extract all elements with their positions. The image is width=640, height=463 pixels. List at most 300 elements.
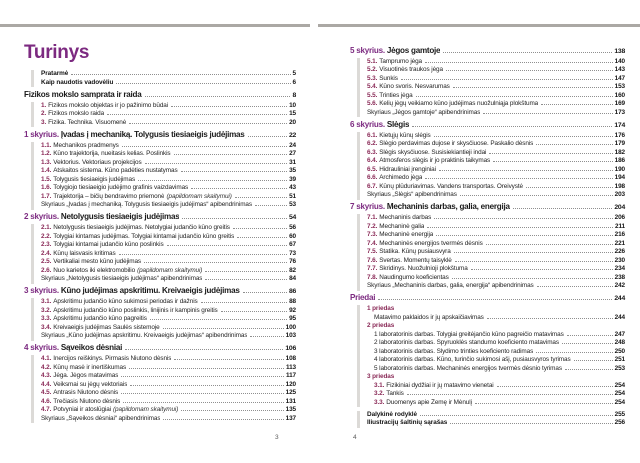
page-ref: 135 bbox=[285, 406, 296, 413]
entry-title: Mechaninė galia bbox=[379, 222, 425, 230]
dot-leader bbox=[182, 218, 286, 219]
dot-leader bbox=[425, 62, 613, 63]
page-ref: 254 bbox=[614, 398, 625, 406]
dot-leader bbox=[221, 311, 287, 312]
dot-leader bbox=[201, 302, 287, 303]
dot-leader bbox=[121, 393, 284, 394]
page-ref: 255 bbox=[614, 410, 625, 418]
dot-leader bbox=[450, 423, 612, 424]
entry-title: Kelių jėgų veikiamo kūno judėjimas nuožulniąja plokštuma bbox=[379, 100, 539, 107]
toc-section-heading bbox=[24, 212, 296, 223]
toc-section-heading bbox=[350, 46, 625, 57]
chapter-number: 1 skyrius. bbox=[24, 129, 59, 139]
dot-leader bbox=[237, 237, 287, 238]
page-ref: 39 bbox=[289, 175, 296, 183]
page-ref: 221 bbox=[614, 239, 625, 247]
entry-title: Kaip naudotis vadovėliu bbox=[41, 78, 114, 86]
toc-section-heading bbox=[24, 286, 296, 297]
toc-entry bbox=[367, 390, 625, 399]
dot-leader bbox=[526, 187, 613, 188]
appendix-subheading bbox=[367, 305, 625, 314]
dot-leader bbox=[513, 208, 613, 209]
entry-title: Visuotinės traukos jėga bbox=[379, 66, 443, 73]
toc-section-heading bbox=[24, 130, 296, 141]
entry-title: Atmosferos slėgis ir jo praktinis taikymas bbox=[379, 157, 491, 164]
dot-leader bbox=[483, 113, 612, 114]
entry-title: Trinties jėga bbox=[379, 91, 413, 99]
dot-leader bbox=[255, 205, 287, 206]
entry-title: Tolygiojo tiesiaeigio judėjimo grafinis vaizdavimas bbox=[53, 184, 189, 191]
entry-title: Sunkis bbox=[379, 74, 398, 82]
dot-leader bbox=[443, 52, 612, 53]
dot-leader bbox=[412, 126, 612, 127]
page-ref: 153 bbox=[614, 83, 625, 90]
entry-title: Duomenys apie Žemę ir Mėnulį bbox=[386, 398, 472, 406]
chapter-number: 2 skyrius. bbox=[24, 212, 59, 221]
page-ref: 247 bbox=[614, 330, 625, 338]
page-ref: 186 bbox=[614, 157, 625, 164]
entry-number: 1.4. bbox=[41, 167, 52, 174]
toc-entry bbox=[41, 70, 296, 79]
toc-entry bbox=[41, 298, 296, 307]
dot-leader bbox=[541, 104, 612, 105]
entry-number: 6.3. bbox=[367, 148, 378, 156]
toc-entry bbox=[367, 356, 625, 365]
dot-leader bbox=[454, 252, 613, 253]
dot-leader bbox=[446, 70, 613, 71]
dot-leader bbox=[565, 369, 613, 370]
dot-leader bbox=[205, 271, 287, 272]
toc-entry bbox=[367, 214, 625, 223]
dot-leader bbox=[233, 228, 287, 229]
section-title: Slėgis bbox=[386, 119, 410, 129]
entry-number: 1.7. bbox=[41, 192, 52, 200]
entry-number: 5.1. bbox=[367, 57, 378, 65]
toc-entry bbox=[41, 159, 296, 168]
entry-number: 3.2. bbox=[374, 390, 385, 397]
toc-entry bbox=[367, 66, 625, 75]
toc-entry bbox=[41, 315, 296, 324]
dot-leader bbox=[407, 394, 613, 395]
entry-title: Matavimo paklaidos ir jų apskaičiavimas bbox=[374, 313, 484, 321]
entry-title: Skridinys. Nuožulnioji plokštuma bbox=[379, 265, 468, 272]
page-ref: 95 bbox=[289, 315, 296, 322]
dot-leader bbox=[427, 227, 613, 228]
page-ref: 226 bbox=[614, 248, 625, 255]
dot-leader bbox=[497, 386, 613, 387]
page-ref: 140 bbox=[614, 57, 625, 65]
toc-entry bbox=[367, 92, 625, 101]
entry-number: 6.5. bbox=[367, 165, 378, 173]
entry-title: Skyriaus „Įvadas į mechaniką. Tolygusis tiesiaeigis judėjimas“ apibendrinimas bbox=[41, 201, 252, 208]
toc-entry bbox=[367, 191, 625, 200]
dot-leader bbox=[248, 136, 287, 137]
page-ref: 138 bbox=[614, 47, 625, 55]
page-ref: 137 bbox=[285, 414, 296, 422]
page-ref: 238 bbox=[614, 273, 625, 281]
entry-number: 3.4. bbox=[41, 323, 52, 331]
toc-entry-group bbox=[31, 142, 296, 210]
entry-title: Archimedo jėga bbox=[379, 174, 423, 181]
page-ref: 182 bbox=[614, 148, 625, 156]
dot-leader bbox=[174, 154, 288, 155]
toc-entry-group bbox=[357, 132, 625, 200]
entry-title: Fizikiniai dydžiai ir jų matavimo vienetai bbox=[386, 381, 494, 389]
page-ref: 6 bbox=[292, 78, 296, 86]
entry-title: Statika. Kūnų pusiausvyra bbox=[379, 248, 451, 255]
entry-title: Trajektorija – bičių bendravimo priemonė bbox=[53, 192, 165, 200]
toc-entry bbox=[367, 149, 625, 158]
toc-entry bbox=[41, 258, 296, 267]
toc-entry bbox=[367, 411, 625, 420]
entry-number: 3.3. bbox=[374, 398, 385, 406]
page-ref: 56 bbox=[289, 224, 296, 231]
toc-entry bbox=[41, 142, 296, 151]
toc-section-heading bbox=[350, 293, 625, 304]
dot-leader bbox=[439, 170, 613, 171]
entry-number: 4.7. bbox=[41, 406, 52, 413]
page-ref: 24 bbox=[289, 141, 296, 149]
dot-leader bbox=[163, 328, 284, 329]
entry-title: Skyriaus „Kūno judėjimas apskritimu. Kreivaeigis judėjimas“ apibendrinimas bbox=[41, 332, 248, 339]
dot-leader bbox=[536, 144, 612, 145]
page-ref: 204 bbox=[614, 204, 625, 211]
entry-title: Mechaninis darbas bbox=[379, 214, 432, 221]
entry-number: 5.4. bbox=[367, 83, 378, 90]
dot-leader bbox=[434, 218, 612, 219]
entry-number: 6.2. bbox=[367, 140, 378, 147]
entry-number: 5.3. bbox=[367, 74, 378, 82]
dot-leader bbox=[487, 318, 613, 319]
toc-entry bbox=[41, 110, 296, 119]
toc-entry bbox=[41, 150, 296, 159]
dot-leader bbox=[537, 286, 613, 287]
entry-number: 7.4. bbox=[367, 239, 378, 247]
dot-leader bbox=[125, 349, 283, 350]
entry-note: (papildomam skaitymui) bbox=[137, 266, 203, 274]
page-ref: 179 bbox=[614, 140, 625, 147]
toc-entry bbox=[41, 102, 296, 111]
dot-leader bbox=[130, 385, 283, 386]
page-ref: 203 bbox=[614, 191, 625, 198]
page-ref: 100 bbox=[285, 323, 296, 331]
dot-leader bbox=[144, 262, 287, 263]
dot-leader bbox=[123, 402, 283, 403]
entry-title: 4 laboratorinis darbas. Kūno, turinčio sukimosi ašį, pusiausvyros tyrimas bbox=[374, 356, 571, 363]
page-ref: 250 bbox=[614, 347, 625, 355]
entry-title: Jėga. Jėgos matavimas bbox=[53, 372, 119, 379]
entry-title: Kūno trajektorija, nueitasis kelias. Poslinkis bbox=[53, 150, 171, 157]
entry-number: 7.8. bbox=[367, 273, 378, 281]
dot-leader bbox=[452, 278, 613, 279]
entry-title: Skyriaus „Netolygusis tiesiaeigis judėjimas“ apibendrinimas bbox=[41, 275, 203, 282]
toc-entry bbox=[41, 364, 296, 373]
dot-leader bbox=[475, 403, 613, 404]
entry-number: 3.1. bbox=[41, 298, 52, 305]
toc-entry bbox=[41, 415, 296, 424]
page-ref: 76 bbox=[289, 258, 296, 265]
toc-entry bbox=[367, 240, 625, 249]
entry-title: Tankis bbox=[386, 390, 404, 397]
dot-leader bbox=[401, 79, 613, 80]
page-ref: 54 bbox=[288, 214, 296, 221]
toc-entry bbox=[41, 233, 296, 242]
entry-number: 2.1. bbox=[41, 224, 52, 231]
toc-entry bbox=[367, 83, 625, 92]
toc-entry bbox=[367, 274, 625, 283]
toc-entry bbox=[41, 398, 296, 407]
dot-leader bbox=[562, 343, 613, 344]
dot-leader bbox=[420, 415, 613, 416]
appendix-subheading bbox=[367, 373, 625, 382]
toc-entry bbox=[367, 257, 625, 266]
entry-title: 5 laboratorinis darbas. Mechaninės energijos tvermės dėsnio tyrimas bbox=[374, 364, 562, 372]
page-ref: 234 bbox=[614, 265, 625, 272]
entry-title: Slėgis skysčiuose. Susisiekiantieji indai bbox=[379, 148, 487, 156]
entry-title: Skyriaus „Mechaninis darbas, galia, energija“ apibendrinimas bbox=[367, 282, 534, 289]
entry-title: Atskaitos sistema. Kūno padėties nustatymas bbox=[53, 167, 178, 174]
page-ref: 256 bbox=[614, 419, 625, 426]
page-ref: 117 bbox=[285, 372, 296, 379]
entry-number: 3.2. bbox=[41, 306, 52, 314]
page-ref: 174 bbox=[614, 121, 625, 129]
dot-leader bbox=[145, 163, 287, 164]
dot-leader bbox=[145, 96, 291, 97]
toc-entry-group bbox=[357, 411, 625, 428]
page-ref: 131 bbox=[285, 397, 296, 405]
toc-entry-group bbox=[31, 298, 296, 341]
dot-leader bbox=[536, 352, 612, 353]
dot-leader bbox=[167, 245, 288, 246]
toc-entry-group bbox=[357, 58, 625, 118]
subheading-label: 3 priedas bbox=[367, 373, 395, 380]
toc-entry bbox=[41, 406, 296, 415]
entry-title: Veiksmai su jėgų vektoriais bbox=[53, 380, 128, 388]
dot-leader bbox=[567, 335, 613, 336]
entry-title: Inercijos reiškinys. Pirmasis Niutono dėsnis bbox=[53, 355, 172, 362]
entry-title: Potvyniai ir atoslūgiai bbox=[53, 406, 111, 413]
page-ref: 108 bbox=[285, 355, 296, 362]
page-ref: 43 bbox=[289, 184, 296, 191]
toc-entry bbox=[367, 183, 625, 192]
page-ref: 254 bbox=[614, 381, 625, 389]
toc-page-4 bbox=[318, 24, 640, 463]
entry-title: Netolygusis tiesiaeigis judėjimas. Netolygiai judančio kūno greitis bbox=[53, 224, 230, 231]
page-ref: 169 bbox=[614, 100, 625, 107]
entry-number: 2.3. bbox=[41, 241, 52, 248]
entry-title: Skyriaus „Slėgis“ apibendrinimas bbox=[367, 191, 457, 198]
page-ref: 10 bbox=[289, 101, 296, 109]
dot-leader bbox=[493, 161, 612, 162]
entry-number: 4.6. bbox=[41, 397, 52, 405]
toc-entry-group bbox=[31, 355, 296, 423]
section-title: Mechaninis darbas, galia, energija bbox=[386, 202, 510, 211]
toc-entry bbox=[367, 109, 625, 118]
toc-entry bbox=[367, 265, 625, 274]
page-title: Turinys bbox=[24, 42, 90, 63]
dot-leader bbox=[471, 269, 613, 270]
toc-entry bbox=[367, 282, 625, 291]
entry-number: 6.6. bbox=[367, 174, 378, 181]
page-ref: 248 bbox=[614, 339, 625, 346]
entry-number: 7.1. bbox=[367, 214, 378, 221]
entry-title: Tolygiai kintamas judėjimas. Tolygiai kintamai judančio kūno greitis bbox=[53, 232, 235, 240]
dot-leader bbox=[205, 279, 287, 280]
page-ref: 60 bbox=[289, 232, 296, 240]
page-ref: 125 bbox=[285, 389, 296, 396]
entry-number: 6.4. bbox=[367, 157, 378, 164]
page-ref: 51 bbox=[289, 192, 296, 200]
toc-entry bbox=[367, 331, 625, 340]
entry-number: 1.5. bbox=[41, 175, 52, 183]
page-ref: 160 bbox=[614, 91, 625, 99]
entry-title: 2 laboratorinis darbas. Spyruoklės standumo koeficiento matavimas bbox=[374, 339, 559, 346]
toc-section-heading bbox=[24, 90, 296, 101]
entry-title: Svertas. Momentų taisyklė bbox=[379, 256, 452, 264]
page-ref: 173 bbox=[614, 108, 625, 116]
toc-entry bbox=[367, 419, 625, 428]
entry-note: (papildomam skaitymui) bbox=[113, 406, 179, 413]
chapter-number: 6 skyrius. bbox=[350, 119, 385, 129]
entry-title: Kreivaeigis judėjimas Saulės sistemoje bbox=[53, 323, 160, 331]
entry-number: 3. bbox=[41, 118, 47, 126]
page-ref: 190 bbox=[614, 165, 625, 173]
chapter-number: 4 skyrius. bbox=[24, 343, 59, 352]
appendix-subheading bbox=[367, 322, 625, 331]
page-ref: 113 bbox=[285, 363, 296, 371]
entry-title: Kūno svoris. Nesvarumas bbox=[379, 83, 450, 90]
entry-number: 6.1. bbox=[367, 131, 378, 139]
dot-leader bbox=[129, 368, 284, 369]
page-ref: 67 bbox=[289, 241, 296, 248]
toc-entry bbox=[367, 248, 625, 257]
entry-number: 4.1. bbox=[41, 355, 52, 362]
toc-entry bbox=[367, 75, 625, 84]
dot-leader bbox=[235, 197, 287, 198]
dot-leader bbox=[129, 123, 287, 124]
toc-entry bbox=[41, 224, 296, 233]
dot-leader bbox=[489, 153, 612, 154]
entry-title: Iliustracijų šaltinių sąrašas bbox=[367, 419, 448, 426]
toc-entry bbox=[41, 355, 296, 364]
entry-number: 2.6. bbox=[41, 266, 52, 274]
dot-leader bbox=[71, 74, 290, 75]
toc-entry bbox=[367, 365, 625, 374]
dot-leader bbox=[171, 106, 287, 107]
toc-section-heading bbox=[24, 343, 296, 354]
page-ref: 31 bbox=[289, 158, 296, 166]
entry-number: 7.2. bbox=[367, 222, 378, 230]
toc-entry bbox=[41, 79, 296, 88]
entry-title: Fizikos mokslo raida bbox=[48, 110, 105, 117]
page-ref: 147 bbox=[614, 74, 625, 82]
entry-title: Pratarmė bbox=[41, 70, 69, 77]
toc-entry bbox=[367, 348, 625, 357]
toc-entry-group bbox=[357, 305, 625, 407]
toc-entry-group bbox=[31, 224, 296, 284]
dot-leader bbox=[416, 96, 613, 97]
toc-entry bbox=[41, 250, 296, 259]
section-title: Jėgos gamtoje bbox=[386, 45, 441, 55]
page-ref: 206 bbox=[614, 214, 625, 221]
page-ref: 253 bbox=[614, 364, 625, 372]
toc-entry bbox=[41, 372, 296, 381]
page-ref: 244 bbox=[614, 313, 625, 321]
toc-entry bbox=[41, 241, 296, 250]
chapter-number: 5 skyrius. bbox=[350, 45, 385, 55]
toc-entry bbox=[41, 275, 296, 284]
dot-leader bbox=[116, 83, 290, 84]
dot-leader bbox=[250, 336, 283, 337]
toc-entry-group bbox=[357, 214, 625, 291]
subheading-label: 2 priedas bbox=[367, 322, 395, 329]
page-ref: 103 bbox=[285, 332, 296, 339]
dot-leader bbox=[163, 419, 283, 420]
dot-leader bbox=[138, 180, 287, 181]
dot-leader bbox=[486, 244, 613, 245]
page-ref: 5 bbox=[292, 70, 296, 77]
entry-title: Tolygiai kintamai judančio kūno poslinkis bbox=[53, 241, 164, 248]
page-ref: 120 bbox=[285, 380, 296, 388]
dot-leader bbox=[191, 188, 287, 189]
section-title: Įvadas į mechaniką. Tolygusis tiesiaeigis judėjimas bbox=[60, 129, 245, 139]
entry-title: Mechaninė energija bbox=[379, 231, 434, 238]
entry-number: 5.5. bbox=[367, 91, 378, 99]
entry-title: Fizikos mokslo objektas ir jo pažinimo būdai bbox=[48, 101, 169, 109]
entry-number: 1.2. bbox=[41, 150, 52, 157]
section-title: Fizikos mokslo samprata ir raida bbox=[24, 89, 142, 99]
page-ref: 88 bbox=[289, 298, 296, 305]
folio-number: 3 bbox=[275, 434, 279, 441]
entry-number: 4.3. bbox=[41, 372, 52, 379]
toc-entry-group bbox=[31, 102, 296, 128]
toc-entry bbox=[367, 157, 625, 166]
toc-entry bbox=[367, 100, 625, 109]
dot-leader bbox=[425, 178, 612, 179]
toc-entry bbox=[367, 382, 625, 391]
dot-leader bbox=[107, 114, 287, 115]
toc-entry bbox=[367, 132, 625, 141]
entry-title: Trečiasis Niutono dėsnis bbox=[53, 397, 121, 405]
toc-page-3 bbox=[0, 24, 310, 463]
toc-section-heading bbox=[350, 202, 625, 213]
page-ref: 242 bbox=[614, 282, 625, 289]
toc-entry bbox=[41, 332, 296, 341]
entry-title: Vertikaliai mesto kūno judėjimas bbox=[53, 258, 141, 265]
entry-number: 6.7. bbox=[367, 182, 378, 190]
entry-number: 4.4. bbox=[41, 380, 52, 388]
toc-entry bbox=[41, 201, 296, 210]
toc-entry bbox=[367, 231, 625, 240]
entry-note: (papildomam skaitymui) bbox=[166, 192, 232, 200]
entry-number: 2.5. bbox=[41, 258, 52, 265]
entry-title: Kūnų plūduriavimas. Vandens transportas. Oreivystė bbox=[379, 182, 523, 190]
page-ref: 8 bbox=[292, 91, 296, 99]
page-ref: 254 bbox=[614, 390, 625, 397]
entry-title: Kūnų masė ir inertiškumas bbox=[53, 363, 127, 371]
toc-entry bbox=[41, 119, 296, 128]
toc-entry bbox=[367, 399, 625, 408]
entry-number: 3.3. bbox=[41, 315, 52, 322]
section-title: Sąveikos dėsniai bbox=[60, 343, 123, 352]
toc-entry bbox=[41, 381, 296, 390]
page-ref: 20 bbox=[289, 118, 296, 126]
entry-number: 2.4. bbox=[41, 249, 52, 257]
page-ref: 216 bbox=[614, 231, 625, 238]
toc-entry bbox=[41, 307, 296, 316]
dot-leader bbox=[574, 360, 613, 361]
toc-entry bbox=[367, 223, 625, 232]
